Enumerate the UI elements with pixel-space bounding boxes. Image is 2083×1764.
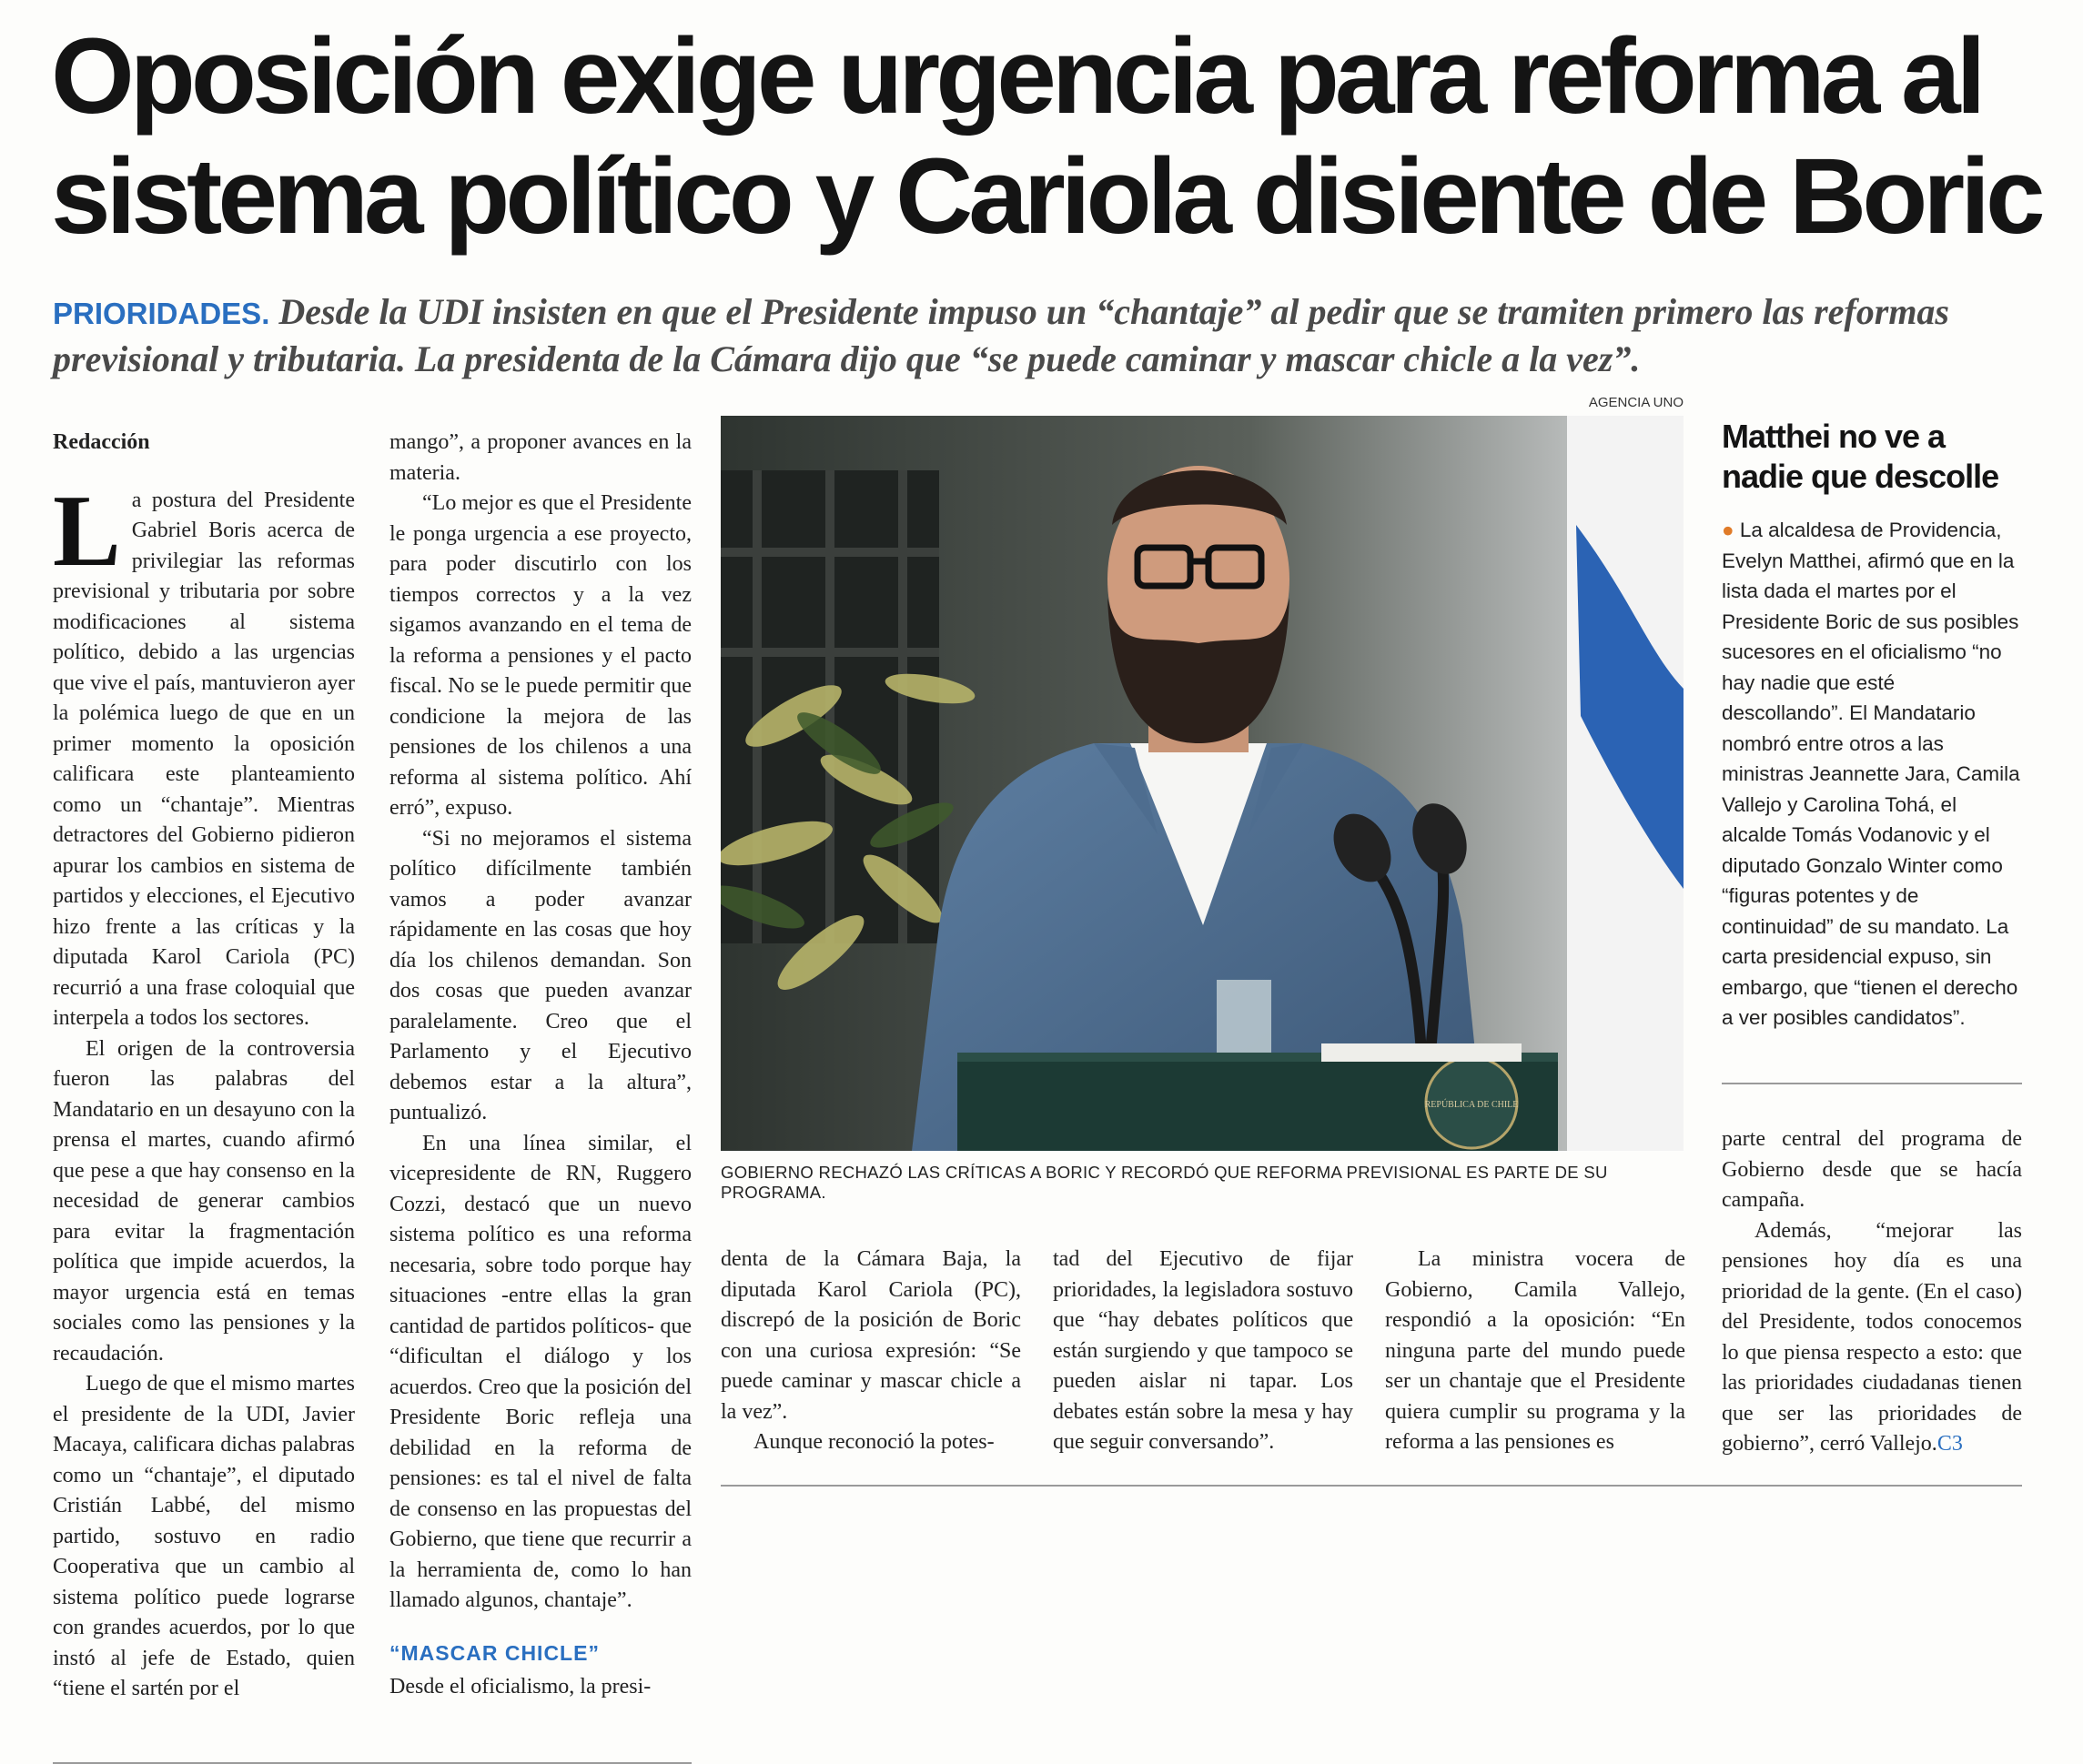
headline: Oposición exige urgencia para reforma al sistema político y Cariola disiente de Boric: [51, 16, 2041, 257]
paragraph: mango”, a proponer avances en la materia.: [389, 430, 692, 485]
paragraph: Desde el oficialismo, la presi-: [389, 1675, 652, 1698]
photo-credit: AGENCIA UNO: [1588, 395, 1684, 410]
paragraph: denta de la Cámara Baja, la diputada Karol Cariola (PC), discrepó de la posición de Boric con una curiosa expresión: “Se puede caminar y mascar chicle a la vez”.: [721, 1247, 1021, 1424]
paragraph: Luego de que el mismo martes el presidente de la UDI, Javier Macaya, calificara dichas palabras como un “chantaje”, el diputado Cristián Labbé, del mismo partido, sostuvo en radio Cooperativa que un cambio al sistema político puede lograrse con grandes acuerdos, por lo que instó al jefe de Estado, quien “tiene el sartén por el: [53, 1372, 355, 1700]
article-column-3: [721, 1245, 1021, 1458]
paragraph: tad del Ejecutivo de fijar prioridades, la legisladora sostuvo que “hay debates políticos que están surgiendo y que tampoco se pueden aislar ni tapar. Los debates están sobre la mesa y hay que seguir conversando”.: [1053, 1247, 1353, 1454]
paragraph: parte central del programa de Gobierno desde que se hacía campaña.: [1722, 1127, 2022, 1212]
deck-text: Desde la UDI insisten en que el Presidente impuso un “chantaje” al pedir que se tramiten primero las reformas previsional y tributaria. La presidenta de la Cámara dijo que “se puede caminar y mascar chicle a la vez”.: [53, 291, 1949, 379]
article-column-4: [1053, 1245, 1353, 1458]
article-column-1: [53, 428, 355, 1705]
paragraph-text: Además, “mejorar las pensiones hoy día es una prioridad de la gente. (En el caso) del Presidente, todos conocemos lo que piensa respecto a esto: que las prioridades ciudadanas tienen que ser las prioridades de gobierno”, cerró Vallejo.: [1722, 1218, 2022, 1456]
deck-label: PRIORIDADES.: [53, 297, 270, 330]
paragraph: En una línea similar, el vicepresidente de RN, Ruggero Cozzi, destacó que un nuevo sistema político es una reforma necesaria, sobre todo porque hay situaciones -entre ellas la gran cantidad de partidos políticos- que “dificultan el diálogo y los acuerdos. Creo que la posición del Presidente Boric refleja una debilidad en la reforma de pensiones: es tal el nivel de falta de consenso en las propuestas del Gobierno, que tiene que recurrir a la herramienta de, como lo han llamado algunos, chantaje”.: [389, 1131, 692, 1612]
paragraph: Aunque reconoció la potes-: [753, 1430, 995, 1454]
paragraph-text: a postura del Presidente Gabriel Boris acerca de privilegiar las reformas previsional y tributaria por sobre modificaciones al sistema político, debido a las urgencias que vive el país, mantuvieron ayer la polémica luego de que en un primer momento la oposición calificara este planteamiento como un “chantaje”. Mientras detractores del Gobierno pidieron apurar los cambios en sistema de partidos y elecciones, el Ejecutivo hizo frente a las críticas y la diputada Karol Cariola (PC) recurrió a una frase coloquial que interpela a todos los sectores.: [53, 488, 355, 1030]
byline: Redacción: [53, 430, 150, 454]
subheading: “MASCAR CHICLE”: [389, 1640, 600, 1665]
deck: [53, 289, 2009, 382]
article-column-5: [1385, 1245, 1685, 1458]
paragraph: La ministra vocera de Gobierno, Camila Vallejo, respondió a la oposición: “En ninguna parte del mundo puede ser un chantaje que el Presidente quiera cumplir su programa y la reforma a las pensiones es: [1385, 1247, 1685, 1454]
article-column-6: [1722, 1124, 2022, 1460]
end-mark-icon: C3: [1936, 1432, 1963, 1456]
sidebar-body: [1722, 515, 2022, 1033]
sidebar-text: La alcaldesa de Providencia, Evelyn Matthei, afirmó que en la lista dada el martes por el Presidente Boric de sus posibles sucesores en el oficialismo “no hay nadie que esté descollando”. El Mandatario nombró entre otros a las ministras Jeannette Jara, Camila Vallejo y Carolina Tohá, el alcalde Tomás Vodanovic y el diputado Gonzalo Winter como “figuras potentes y de continuidad” de su mandato. La carta presidencial expuso, sin embargo, que “tienen el derecho a ver posibles candidatos”.: [1722, 519, 2020, 1029]
lower-columns-rule: [721, 1485, 2022, 1487]
sidebar-title: Matthei no ve a nadie que descolle: [1722, 418, 1999, 495]
paragraph: “Lo mejor es que el Presidente le ponga urgencia a ese proyecto, para poder discutirlo con los tiempos correctos y a la vez sigamos avanzando en el tema de la reforma a pensiones y el pacto fiscal. No se le puede permitir que condicione la mejora de las pensiones de los chilenos a una reforma al sistema político. Ahí erró”, expuso.: [389, 491, 692, 820]
podium-seal-text: REPÚBLICA DE CHILE: [1424, 1100, 1519, 1110]
bullet-icon: ●: [1722, 519, 1734, 541]
photo-caption: GOBIERNO RECHAZÓ LAS CRÍTICAS A BORIC Y RECORDÓ QUE REFORMA PREVISIONAL ES PARTE DE SU PROGRAMA.: [721, 1163, 1608, 1202]
paragraph: El origen de la controversia fueron las palabras del Mandatario en un desayuno con la prensa el martes, cuando afirmó que pese a que hay consenso en la necesidad de generar cambios para evitar la fragmentación política que impide acuerdos, la mayor urgencia está en temas sociales como las pensiones y la recaudación.: [53, 1036, 355, 1366]
paragraph: [1722, 1216, 2022, 1460]
article-column-2: [389, 428, 692, 1703]
paragraph: [53, 474, 355, 1034]
paragraph: “Si no mejoramos el sistema político difícilmente también vamos a poder avanzar rápidamente en las cosas que hoy día los chilenos demandan. Son dos cosas que pueden avanzar paralelamente. Creo que el Parlamento y el Ejecutivo debemos estar a la altura”, puntualizó.: [389, 826, 692, 1124]
drop-cap: L: [53, 474, 121, 588]
photo-president-podium: [721, 416, 1684, 1151]
sidebar-rule: [1722, 1083, 2022, 1084]
